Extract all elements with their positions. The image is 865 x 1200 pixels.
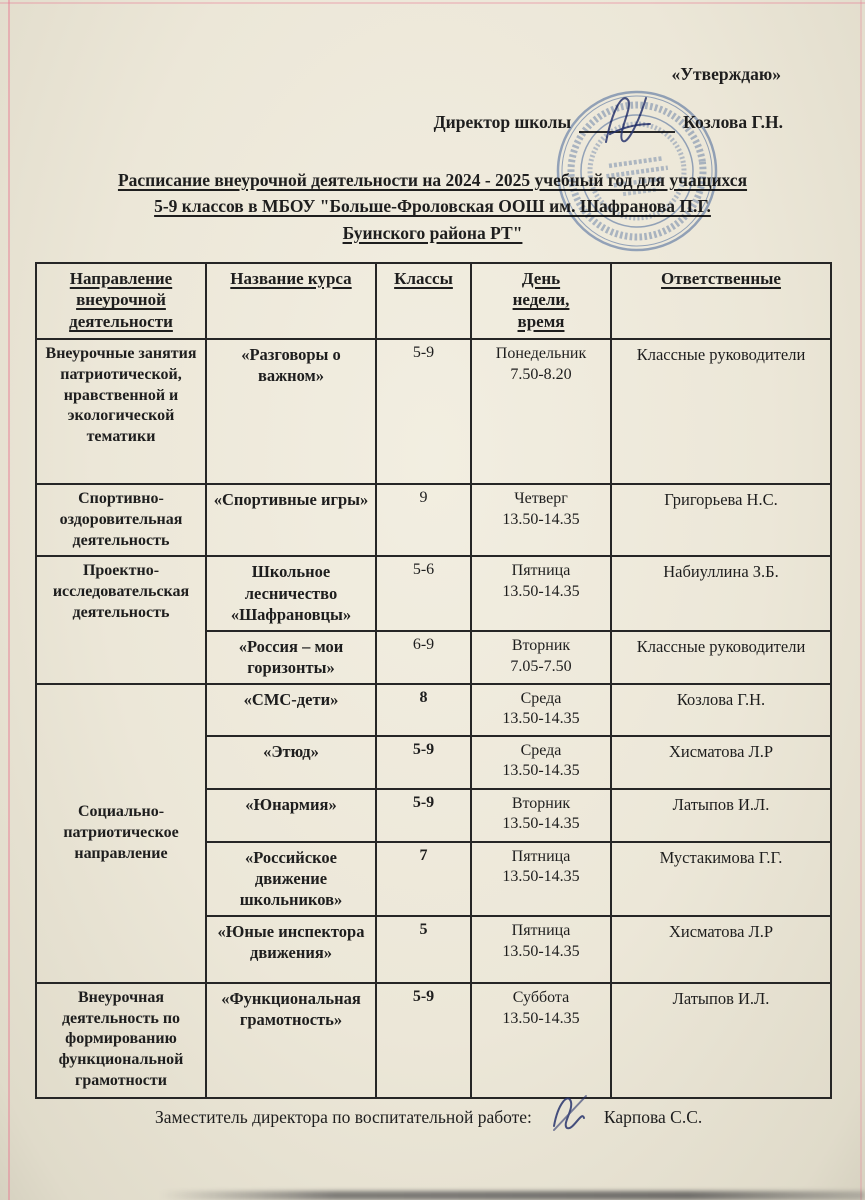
schedule-table [35,262,832,1099]
table-row [36,484,831,556]
deputy-signature-ink [542,1084,594,1136]
time-text: 7.50-8.20 [510,365,572,383]
course-cell: «Разговоры о важном» [206,339,376,484]
day-time-cell [471,556,611,630]
direction-cell: Внеурочная деятельность по формированию функциональной грамотности [36,983,206,1098]
day-text: Среда [520,689,562,707]
day-text: Четверг [514,490,568,507]
time-text: 13.50-14.35 [502,510,580,528]
scan-bottom-smudge [160,1191,865,1200]
course-cell: «Этюд» [206,736,376,789]
time-text: 13.50-14.35 [502,762,580,780]
day-time-cell [471,684,611,736]
direction-cell: Спортивно-оздоровительная деятельность [36,484,206,556]
time-text: 13.50-14.35 [502,942,580,960]
deputy-director-name: Карпова С.С. [603,1106,703,1127]
classes-cell: 5-9 [376,983,471,1098]
classes-cell: 5-6 [376,556,471,630]
day-text: Пятница [511,562,571,580]
day-text: Пятница [511,847,571,865]
col-header-responsible: Ответственные [611,263,831,339]
title-line-1: Расписание внеурочной деятельности на 2024 - 2025 учебный год для учащихся [117,170,748,190]
col-header-direction: Направление внеурочной деятельности [36,263,206,339]
director-name: Козлова Г.Н. [683,112,783,132]
classes-cell: 9 [376,484,471,556]
table-row [36,556,831,630]
classes-cell: 5-9 [376,339,471,484]
classes-cell: 5 [376,916,471,983]
responsible-cell: Хисматова Л.Р [611,736,831,789]
course-cell: Школьное лесничество «Шафрановцы» [206,556,376,630]
title-line-2: 5-9 классов в МБОУ "Больше-Фроловская ООШ им. Шафранова П.Г. [154,196,711,217]
responsible-cell: Латыпов И.Л. [611,983,831,1098]
day-text: Пятница [511,921,571,939]
direction-cell: Социально-патриотическое направление [36,684,206,983]
scan-edge-line-top [0,2,865,4]
title-line-3: Буинского района РТ" [342,222,523,243]
time-text: 13.50-14.35 [502,868,580,886]
day-time-cell [471,916,611,983]
day-time-cell [471,736,611,789]
table-row [36,684,831,736]
day-text: Среда [520,741,562,759]
deputy-director-label: Заместитель директора по воспитательной работе: [155,1106,532,1127]
day-time-cell [471,631,611,684]
classes-cell: 5-9 [376,789,471,842]
scan-edge-line-right [860,0,862,1200]
time-text: 13.50-14.35 [502,583,580,601]
day-text: Понедельник [495,345,587,362]
col-header-course: Название курса [206,263,376,339]
course-cell: «Российское движение школьников» [206,842,376,916]
direction-cell: Внеурочные занятия патриотической, нравственной и экологической тематики [36,339,206,484]
course-cell: «Россия – мои горизонты» [206,631,376,684]
responsible-cell: Мустакимова Г.Г. [611,842,831,916]
responsible-cell: Классные руководители [611,339,831,484]
direction-cell: Проектно-исследовательская деятельность [36,556,206,683]
time-text: 13.50-14.35 [502,1009,580,1027]
responsible-cell: Классные руководители [611,631,831,684]
round-seal-stamp [541,75,733,267]
day-time-cell [471,789,611,842]
table-header-row [36,263,831,339]
course-cell: «Юнармия» [206,789,376,842]
responsible-cell: Набиуллина З.Б. [611,556,831,630]
course-cell: «Функциональная грамотность» [206,983,376,1098]
time-text: 13.50-14.35 [502,710,580,728]
day-text: Вторник [511,794,571,812]
course-cell: «Спортивные игры» [206,484,376,556]
scan-edge-line-left [8,0,10,1200]
day-time-cell [471,842,611,916]
table-row [36,983,831,1098]
col-header-classes: Классы [376,263,471,339]
course-cell: «Юные инспектора движения» [206,916,376,983]
day-text: Вторник [511,636,571,654]
footer-signature-line [155,1098,702,1136]
responsible-cell: Латыпов И.Л. [611,789,831,842]
day-time-cell [471,339,611,484]
director-label: Директор школы [433,112,572,132]
classes-cell: 5-9 [376,736,471,789]
classes-cell: 7 [376,842,471,916]
day-text: Суббота [512,988,570,1006]
responsible-cell: Григорьева Н.С. [611,484,831,556]
time-text: 7.05-7.50 [510,657,572,675]
classes-cell: 6-9 [376,631,471,684]
approval-label: «Утверждаю» [671,64,781,84]
day-time-cell [471,983,611,1098]
course-cell: «СМС-дети» [206,684,376,736]
responsible-cell: Хисматова Л.Р [611,916,831,983]
time-text: 13.50-14.35 [502,815,580,833]
classes-cell: 8 [376,684,471,736]
responsible-cell: Козлова Г.Н. [611,684,831,736]
col-header-day-time: День недели, время [471,263,611,339]
table-row [36,339,831,484]
day-time-cell [471,484,611,556]
